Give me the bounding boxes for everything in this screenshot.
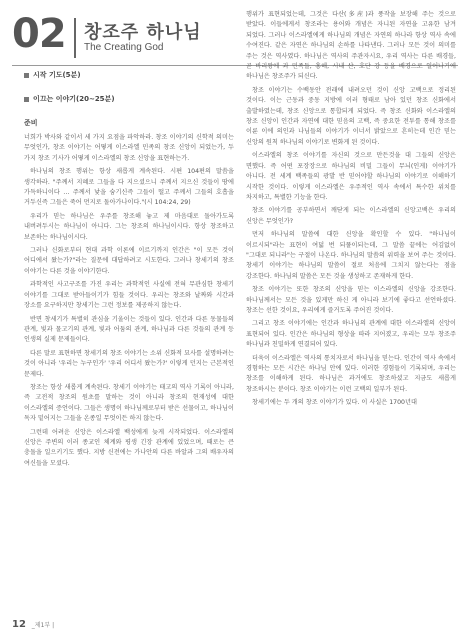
square-bullet-icon [24, 97, 29, 102]
left-column [24, 70, 234, 472]
footer-label: _제1부 | [31, 622, 55, 629]
chapter-divider [74, 18, 76, 58]
paragraph: 너희가 박사와 같이서 세 가지 요점을 파악하라. 창조 이야기의 신학적 의미는 무엇인가, 창조 이야기는 어떻게 이스라엘 민족의 창조 신앙이 되었는가, 두 가지 창조 기사가 어떻게 이스라엘의 창조 신앙을 표현하는가. [24, 134, 234, 162]
page-number: 12 [12, 619, 26, 630]
opening-prayer-label: 시작 기도(5분) [33, 71, 81, 79]
paragraph: 하나님의 창조 행위는 항상 새롭게 계속된다. 시편 104편의 말씀을 생각하라. "주께서 지혜로 그들을 다 지으셨으니 주께서 지으신 것들이 땅에 가득하니이다 … 주께서 낯을 숨기신즉 그들이 떨고 주께서 그들의 호흡을 거두신즉 그들은 죽어 먼지로 돌아가나이다."(시 104:24, 29) [24, 168, 234, 207]
paragraph: 창조 이야기는 수백동안 전래에 내려오던 것이 신앙 고백으로 정리된 것이다. 이는 근동과 중동 지방에 이러 형태로 남아 있던 창조 신화에서 출발하였는데, 창조 신앙으로 통합되게 되었다. 즉 창조 신화와 이스라엘의 창조 신앙이 인간과 자연에 대한 믿음의 고백, 즉 중요한 전투를 통해 창조를 이룬 이에 의인과 나님들의 이야기가 이너서 밝았으로 흔히는데 인간 믿는 신앙의 원칙 하나님의 이야기로 변화게 된 것이다. [246, 86, 456, 146]
chapter-subtitle: The Creating God [84, 42, 164, 53]
paragraph: 그러나 신화로부터 현대 과학 이론에 이르기까지 인간은 "이 모든 것이 어디에서 왔는가?"라는 질문에 대답하려고 시도한다. 그러나 창세기의 창조 이야기는 다른 것을 이야기한다. [24, 247, 234, 275]
story-heading-label: 이끄는 이야기(20~25분) [33, 95, 115, 103]
prep-heading: 준비 [24, 119, 38, 127]
paragraph: 그런데 어려운 신앙은 이스라엘 백성에게 늦게 시작되었다. 이스라엘의 신앙은 주변의 이러 종교인 체계와 평생 긴장 관계에 있었으며, 때로는 큰 충돌을 일으키기도 했다. 지방 신전에는 가나안의 다른 바알과 그의 배우자의 여신들을 모셨다. [24, 428, 234, 467]
paragraph: 창세기에는 두 개의 창조 이야기가 있다. 이 사실은 1700년대 [252, 399, 417, 407]
paragraph: 그리고 창조 이야기에는 인간과 하나님의 관계에 대한 이스라엘의 신앙이 표현되어 있다. 인간은 하나님의 형상을 따라 지어졌고, 우리는 모두 창조주 하나님과 친밀하게 연결되어 있다. [246, 320, 456, 349]
paragraph: 다른 말로 표현하면 창세기의 창조 이야기는 소위 신화적 묘사를 설명하려는 것이 아니라 '우리는 누구인가' '우리 어디서 왔는가?' 이렇게 던지는 근본적인 문제다. [24, 349, 234, 378]
paragraph: 이스라엘의 창조 이야기를 자신의 것으로 만든것을 대 그들의 신앙은 면했다. 즉 어떤 포장장으로 하나님의 비밀 그들이 무늬(인게) 이야기가 아니다. 전 세계 백족들의 광발 반 믿어야할 하나님의 이야기로 이해하기 시작한 것이다. 이렇게 이스라엘은 우주적인 역사 속에서 특수한 위치를 차지하고, 특별한 기능을 한다. [246, 152, 456, 201]
paragraph: 창조 이야기를 공부하면서 깨닫게 되는 이스라엘의 신앙고백은 우리의 신앙은 무엇인가? [246, 207, 456, 225]
opening-prayer-heading [24, 70, 234, 80]
paragraph: 우리가 믿는 하나님은 우주를 창조해 놓고 제 마음대로 돌아가도록 내버려두시는 하나님이 아니다. 그는 창조의 하나님이시다. 항상 창조하고 보존하는 하나님이시다. [24, 212, 234, 241]
page-footer [12, 619, 54, 630]
paragraph: 과학적인 사고구조를 가진 우리는 과학적인 사실에 전혀 무관심한 창세기 이야기를 그대로 받아들이기가 힘들 것이다. 우리는 창조와 날짜와 시간과 장소를 요구하지만 창세기는 그런 정보를 제공하지 않는다. [24, 281, 234, 310]
paragraph: 창조 이야기는 또한 창조의 신앙을 믿는 이스라엘의 신앙을 강조한다. 하나님께서는 모든 것을 있게만 하신 게 아니라 보기에 좋다고 선언하셨다. 창조는 선한 것이요, 우리에게 즐거도록 주어진 것이다. [246, 286, 456, 314]
paragraph: 창조는 항상 새롭게 계속된다. 창세기 이야기는 태고의 역사 기록이 아니라, 즉 고전적 창조의 원초를 말하는 것이 아니라 창조의 현재성에 대한 이스라엘의 증언이다. 그들은 생명이 하나님께로부터 받은 선물이고, 하나님이 독자 밑어지는 그들을 온종일 무엇이든 하지 않는다. [24, 383, 234, 423]
paragraph: 더욱이 이스라엘은 역사의 통치자로서 하나님을 믿는다. 인간이 역사 속에서 경험하는 모든 시간은 하나님 안에 있다. 이러한 경험들이 기록되며, 우리는 창조를 이해하게 된다. 하나님은 과거에도 창조하셨고 지금도 새롭게 창조하시는 분이다. 창조 이야기는 이런 고백의 일부가 된다. [246, 354, 456, 393]
story-heading [24, 94, 234, 104]
right-column [246, 10, 456, 412]
paragraph: 반면 창세기가 특별히 관심을 기울이는 것들이 있다. 인간과 다른 동물들의 관계, 빛과 물고기의 관계, 빛과 어둠의 관계, 하나님과 다른 것들의 관계 등 인생의 실제 문제들이다. [24, 315, 234, 344]
chapter-number: 02 [12, 11, 66, 57]
square-bullet-icon [24, 73, 29, 78]
paragraph: 먼저 하나님의 말씀에 대한 신앙을 확인할 수 있다. "하나님이 이르시되"라는 표현이 여덟 번 되풀이되는데, 그 말씀 끝에는 어김없이 "그대로 되니라"는 구절이 나온다. 하나님의 말씀의 위력을 보여 주는 것이다. 창세기 이야기는 하나님의 말씀이 절로 처음에 그치지 않는다는 점을 강조한다. 하나님의 말씀은 모든 것을 생성하고 존재하게 한다. [246, 231, 456, 280]
chapter-title: 창조주 하나님 [84, 22, 202, 43]
paragraph: 행위가 표현되었는데, 그것은 다산(多産)과 풍작을 보장해 주는 것으로 받았다. 이들에게서 창조라는 용어와 개념은 자니된 자연을 고유한 남겨 되었다. 그러나 이스라엘에게 하나님의 개념은 자연의 하나라 항상 역사 속에 수여진다. 같은 자연은 하나님의 손하를 나타낸다. 그러나 모든 것이 의미를 주는 것은 역사였다. 하나님은 역사의 주관자시요, 우리 역사는 다른 배경들, 곧 바리왕에 과 민족들, 홍해, 시내 산, 호단 강 등을 배경으로 일어나기에 하나님은 창조주가 되신다. [246, 11, 456, 81]
